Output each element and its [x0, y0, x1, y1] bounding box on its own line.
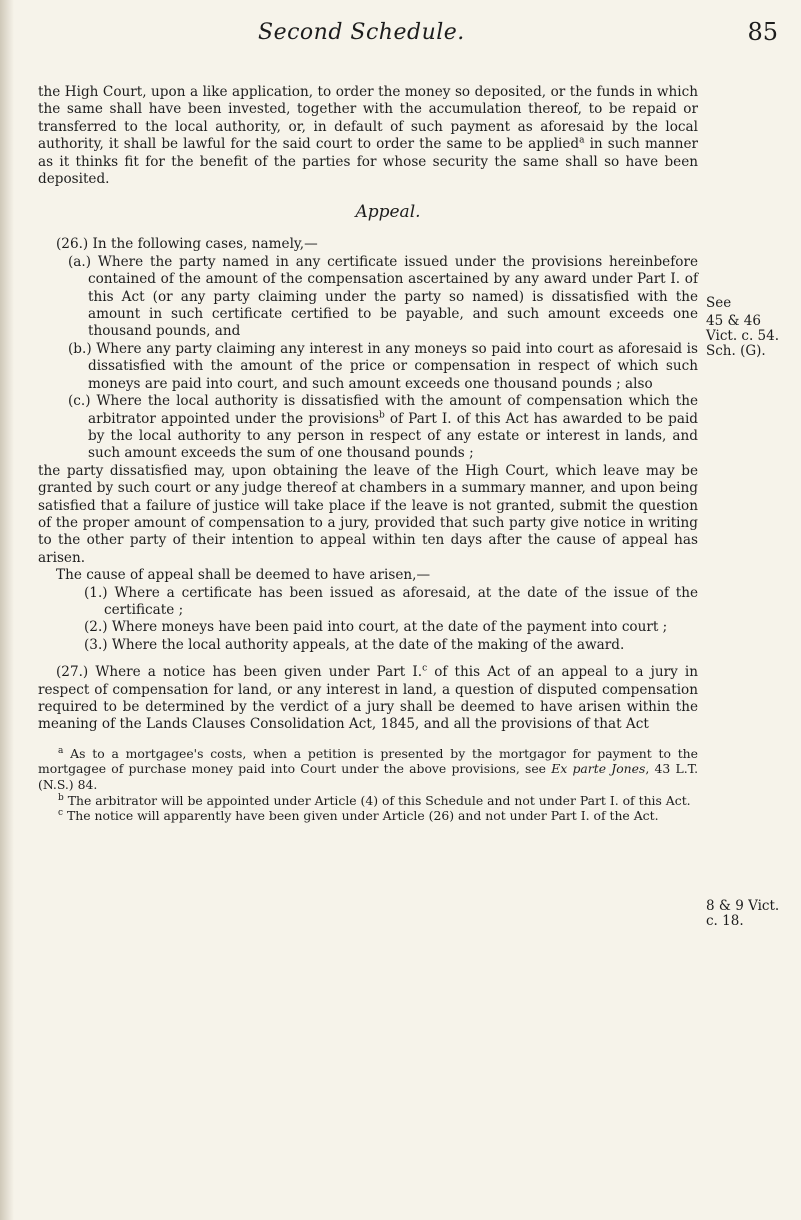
footnote-a: $^a$ As to a mortgagee's costs, when a petition is presented by the mortgagor for payment to the mortgagee of purchase money paid into Court under the above provisions, see Ex parte Jones, 43 L.T. (N.S.) 84.	[38, 745, 699, 792]
cause-1: (1.) Where a certificate has been issued as aforesaid, at the date of the issue of the certificate ;	[84, 584, 698, 618]
page-number: 85	[747, 18, 778, 46]
running-head: Second Schedule.	[258, 20, 465, 45]
footnote-c: $^c$ The notice will apparently have been given under Article (26) and not under Part I. of the Act.	[58, 808, 659, 824]
article-26-b: (b.) Where any party claiming any interest in any moneys so paid into court as aforesaid is dissatisfied with the amount of the price or compensation in respect of which such moneys are paid into court, and such amount exceeds one thousand pounds ; also	[68, 340, 698, 392]
margin-note-schedule: Sch. (G).	[706, 343, 766, 359]
opening-paragraph: the High Court, upon a like application, to order the money so deposited, or the funds in which the same shall have been invested, together with the accumulation thereof, to be repaid or transferred to the local authority, or, in default of such payment as aforesaid by the local authority, it shall be lawful for the said court to order the same to be applied$^a$ in such manner as it thinks fit for the benefit of the parties for whose security the same shall so have been deposited.	[38, 84, 698, 188]
article-26-c: (c.) Where the local authority is dissatisfied with the amount of compensation which the arbitrator appointed under the provisions$^b$ of Part I. of this Act has awarded to be paid by the local authority to any person in respect of any estate or interest in lands, and such amount exceeds the sum of one thousand pounds ;	[68, 393, 698, 462]
scan-edge	[0, 0, 14, 1220]
cause-intro: The cause of appeal shall be deemed to have arisen,—	[56, 567, 431, 584]
page-header	[38, 10, 788, 60]
margin-note-statute: 45 & 46	[706, 313, 761, 329]
article-27: (27.) Where a notice has been given under Part I.$^c$ of this Act of an appeal to a jury in respect of compensation for land, or any interest in land, a question of disputed compensation required to be determined by the verdict of a jury shall be deemed to have arisen within the meaning of the Lands Clauses Consolidation Act, 1845, and all the provisions of that Act	[38, 663, 698, 733]
footnote-ref-b: b	[378, 409, 385, 420]
footnote-b: $^b$ The arbitrator will be appointed under Article (4) of this Schedule and not under Part I. of this Act.	[58, 792, 691, 808]
margin-note-chapter: Vict. c. 54.	[706, 328, 780, 344]
article-26-consequence: the party dissatisfied may, upon obtaining the leave of the High Court, which leave may be granted by such court or any judge thereof at chambers in a summary manner, and upon being satisfied that a failure of justice will take place if the leave is not granted, submit the question of the proper amount of compensation to a jury, provided that such party give notice in writing to the other party of their intention to appeal within ten days after the cause of appeal has arisen.	[38, 462, 698, 566]
cause-2: (2.) Where moneys have been paid into court, at the date of the payment into court ;	[84, 619, 668, 636]
main-text	[38, 84, 698, 824]
book-page	[38, 0, 788, 1220]
margin-note-see: See	[706, 295, 732, 311]
section-heading: Appeal.	[355, 202, 421, 223]
footnote-ref-c: c	[422, 663, 428, 674]
article-26-a: (a.) Where the party named in any certificate issued under the provisions hereinbefore contained of the amount of the compensation ascertained by any award under Part I. of this Act (or any party claiming under the party so named) is dissatisfied with the amount in such certificate certified to be payable, and such amount exceeds one thousand pounds, and	[68, 253, 698, 340]
footnotes	[38, 746, 698, 824]
footnote-ref-a: a	[579, 135, 585, 146]
margin-note-statute-2: 8 & 9 Vict.	[706, 898, 780, 914]
cause-3: (3.) Where the local authority appeals, at the date of the making of the award.	[84, 636, 625, 653]
article-26-intro: (26.) In the following cases, namely,—	[56, 236, 318, 253]
margin-note-chapter-2: c. 18.	[706, 913, 744, 929]
